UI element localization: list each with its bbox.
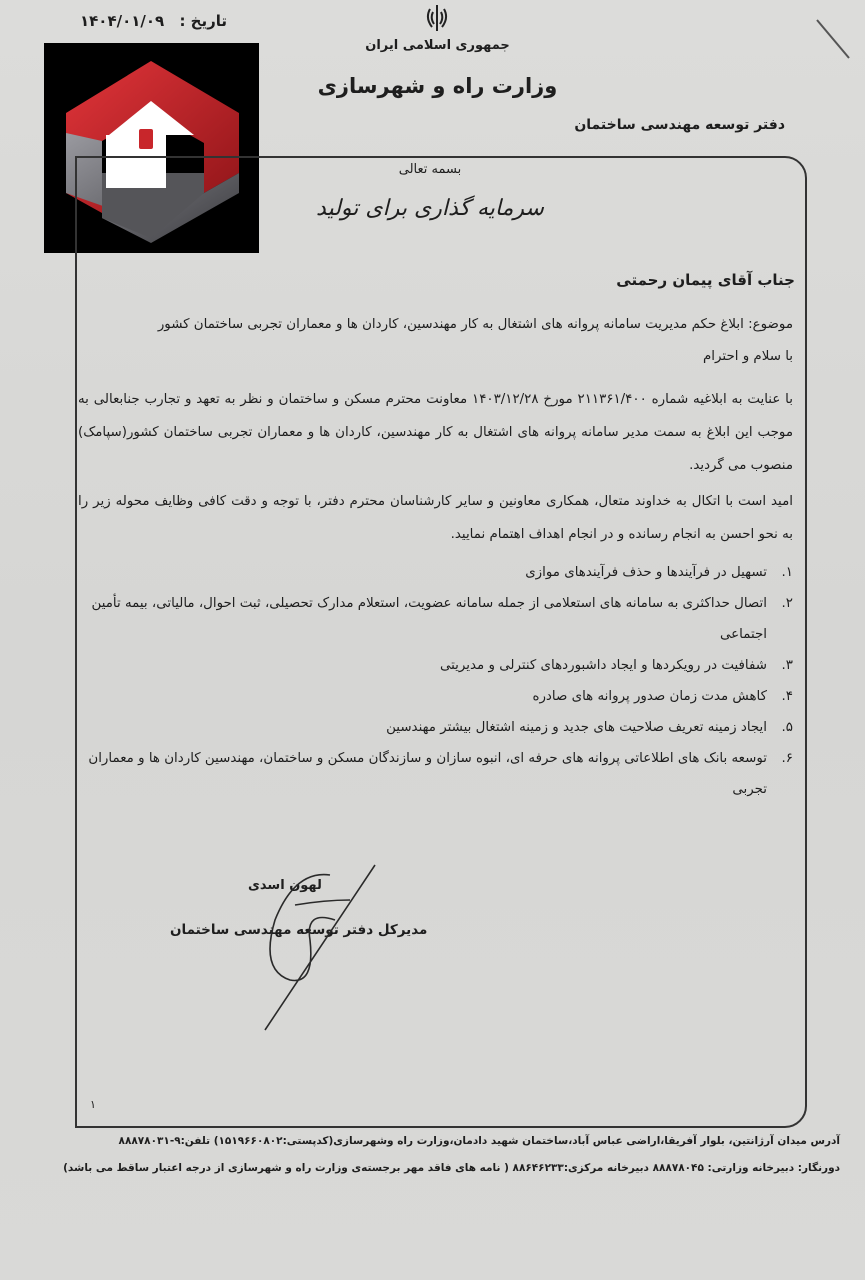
page-number: ۱ bbox=[90, 1098, 96, 1111]
signer-name: لهون اسدی bbox=[248, 878, 322, 893]
year-slogan: سرمایه گذاری برای تولید bbox=[316, 196, 544, 221]
ministry-name: وزارت راه و شهرسازی bbox=[317, 74, 558, 98]
subject-line: موضوع: ابلاغ حکم مدیریت سامانه پروانه های اشتغال به کار مهندسین، کاردان ها و معماران تجربی ساختمان کشور bbox=[157, 317, 793, 332]
addressee: جناب آقای پیمان رحمتی bbox=[616, 271, 795, 289]
greeting: با سلام و احترام bbox=[703, 349, 793, 364]
body-paragraph-1: با عنایت به ابلاغیه شماره ۲۱۱۳۶۱/۴۰۰ مورخ ۱۴۰۳/۱۲/۲۸ معاونت محترم مسکن و ساختمان و نظر به تعهد و تجارب جنابعالی به موجب این ابلاغ به سمت مدیر سامانه پروانه های اشتغال به کار مهندسین، کاردان ها و معماران تجربی ساختمان کشور(سپامک) منصوب می گردید. bbox=[78, 392, 793, 473]
list-item: ۳. شفافیت در رویکردها و ایجاد داشبوردهای کنترلی و مدیریتی bbox=[439, 658, 793, 673]
footer-address: آدرس میدان آرژانتین، بلوار آفریقا،اراضی عباس آباد،ساختمان شهید دادمان،وزارت راه وشهرسازی(کدپستی:۱۵۱۹۶۶۰۸۰۲) تلفن:۹-۸۸۸۷۸۰۳۱ bbox=[118, 1135, 840, 1147]
letter-date bbox=[80, 12, 227, 30]
list-item: ۶. توسعه بانک های اطلاعاتی پروانه های حرفه ای، انبوه سازان و سازندگان مسکن و ساختمان، مهندسین کاردان ها و معماران تجربی bbox=[88, 751, 793, 797]
duties-list bbox=[78, 557, 793, 805]
date-label: تاریخ : bbox=[179, 12, 228, 30]
iran-emblem-icon bbox=[424, 3, 450, 33]
footer-contact: دورنگار: دبیرخانه وزارتی: ۸۸۸۷۸۰۴۵ دبیرخانه مرکزی:۸۸۶۴۶۲۳۳ ( نامه های فاقد مهر برجسته‌ی وزارت راه و شهرسازی از درجه اعتبار ساقط می باشد) bbox=[63, 1162, 840, 1174]
body-paragraph-2: امید است با اتکال به خداوند متعال، همکاری معاونین و سایر کارشناسان محترم دفتر، با توجه و دقت کافی وظایف محوله زیر را به نحو احسن به انجام رسانده و در انجام اهداف اهتمام نمایید. bbox=[78, 494, 793, 542]
handwritten-signature bbox=[235, 860, 385, 1040]
bismillah: بسمه تعالی bbox=[398, 162, 462, 177]
list-item: ۱. تسهیل در فرآیندها و حذف فرآیندهای موازی bbox=[525, 565, 793, 580]
signer-title: مدیرکل دفتر توسعه مهندسی ساختمان bbox=[170, 922, 428, 938]
list-item: ۲. اتصال حداکثری به سامانه های استعلامی از جمله سامانه عضویت، استعلام مدارک تحصیلی، ثبت احوال، مالیاتی، بیمه تأمین اجتماعی bbox=[91, 596, 793, 642]
list-item: ۴. کاهش مدت زمان صدور پروانه های صادره bbox=[532, 689, 793, 704]
office-name: دفتر توسعه مهندسی ساختمان bbox=[574, 117, 785, 133]
date-value: ۱۴۰۴/۰۱/۰۹ bbox=[80, 12, 165, 30]
list-item: ۵. ایجاد زمینه تعریف صلاحیت های جدید و زمینه اشتغال بیشتر مهندسین bbox=[386, 720, 793, 735]
country-name: جمهوری اسلامی ایران bbox=[365, 38, 510, 53]
pen-mark bbox=[815, 18, 851, 60]
